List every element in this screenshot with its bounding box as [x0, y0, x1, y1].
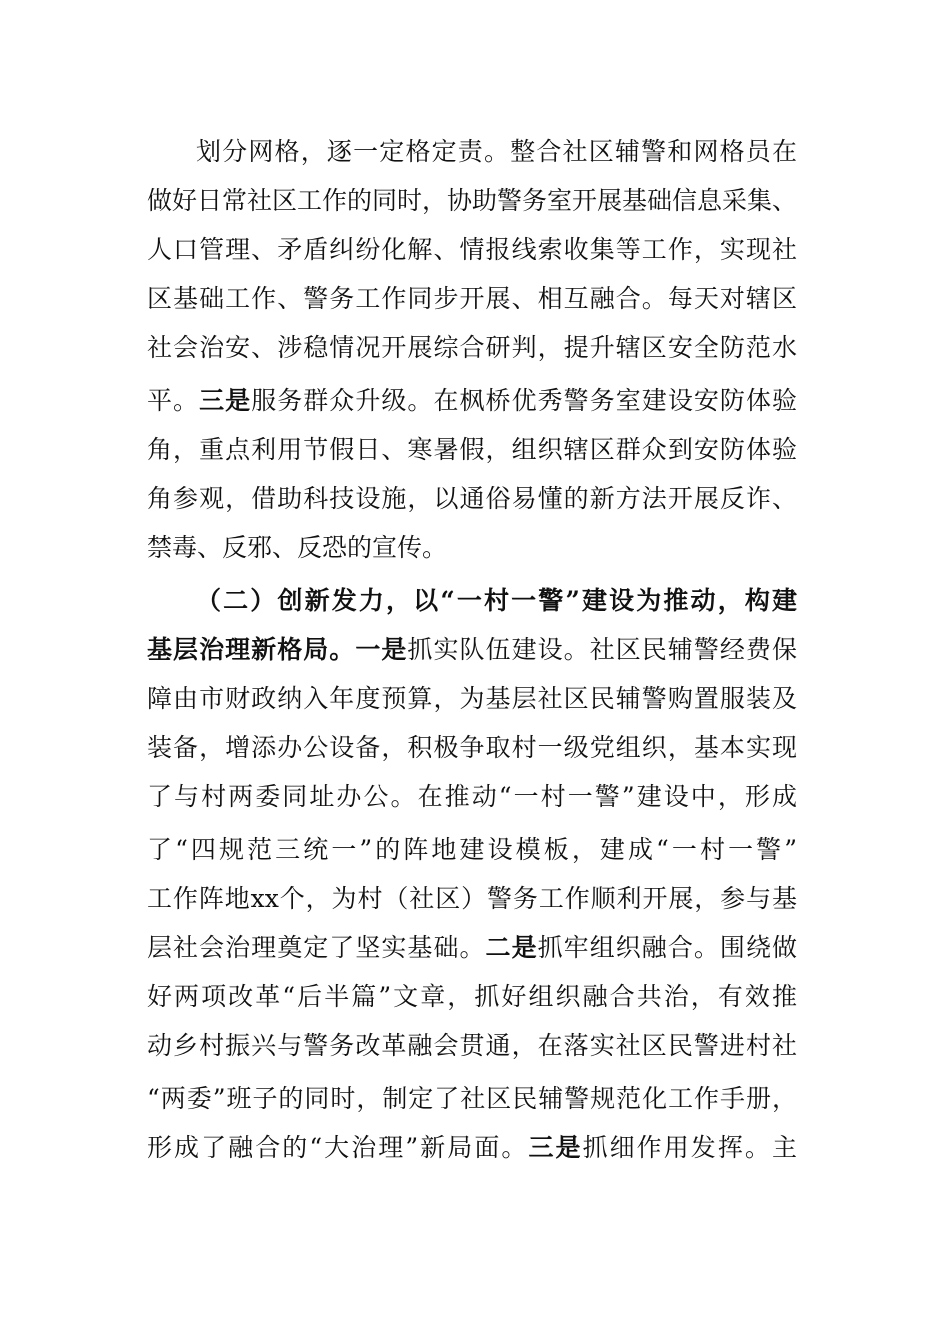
- p1-line-3: 人口管理、矛盾纠纷化解、情报线索收集等工作，实现社: [147, 235, 797, 264]
- p2-line-2: [147, 630, 797, 670]
- p2-line-10: 动乡村振兴与警务改革融会贯通，在落实社区民警进村社: [147, 1031, 797, 1060]
- p1-line-6-bold-keyword: 三是: [199, 386, 252, 415]
- p1-line-4: 区基础工作、警务工作同步开展、相互融合。每天对辖区: [147, 284, 797, 313]
- p2-line-12: [147, 1128, 797, 1168]
- p2-heading-line: （二）创新发力，以“一村一警”建设为推动，构建: [196, 586, 797, 615]
- p1-line-6-text-a: 平。: [147, 386, 200, 415]
- p2-line-6: 了“四规范三统一”的阵地建设模板，建成“一村一警”: [147, 835, 797, 864]
- p2-line-12-bold-keyword: 三是: [528, 1133, 583, 1162]
- p2-line-2-text: 抓实队伍建设。社区民辅警经费保: [407, 635, 797, 664]
- p1-line-9: 禁毒、反邪、反恐的宣传。: [147, 533, 448, 562]
- p2-line-7: 工作阵地xx个，为村（社区）警务工作顺利开展，参与基: [147, 884, 797, 913]
- p1-line-6-text-c: 服务群众升级。在枫桥优秀警务室建设安防体验: [251, 386, 797, 415]
- p1-line-6: [147, 381, 797, 421]
- p2-line-9: 好两项改革“后半篇”文章，抓好组织融合共治，有效推: [147, 982, 797, 1011]
- p2-line-11: “两委”班子的同时，制定了社区民辅警规范化工作手册，: [147, 1084, 797, 1113]
- p1-line-8: 角参观，借助科技设施，以通俗易懂的新方法开展反诈、: [147, 484, 797, 513]
- p2-line-8-text-c: 抓牢组织融合。围绕做: [537, 933, 797, 962]
- p1-line-5: 社会治安、涉稳情况开展综合研判，提升辖区安全防范水: [147, 333, 797, 362]
- p2-line-12-text-a: 形成了融合的“大治理”新局面。: [147, 1133, 529, 1162]
- p2-line-8-text-a: 层社会治理奠定了坚实基础。: [147, 933, 486, 962]
- p2-line-2-bold-title: 基层治理新格局。一是: [147, 635, 408, 664]
- p2-line-12-text-c: 抓细作用发挥。主: [582, 1133, 797, 1162]
- p1-line-1: 划分网格，逐一定格定责。整合社区辅警和网格员在: [196, 137, 797, 166]
- p2-line-4: 装备，增添办公设备，积极争取村一级党组织，基本实现: [147, 733, 797, 762]
- p2-line-5: 了与村两委同址办公。在推动“一村一警”建设中，形成: [147, 782, 797, 811]
- p1-line-7: 角，重点利用节假日、寒暑假，组织辖区群众到安防体验: [147, 435, 797, 464]
- p2-line-8: [147, 928, 797, 968]
- p1-line-2: 做好日常社区工作的同时，协助警务室开展基础信息采集、: [147, 186, 798, 215]
- p2-line-3: 障由市财政纳入年度预算，为基层社区民辅警购置服装及: [147, 684, 797, 713]
- p2-line-8-bold-keyword: 二是: [485, 933, 538, 962]
